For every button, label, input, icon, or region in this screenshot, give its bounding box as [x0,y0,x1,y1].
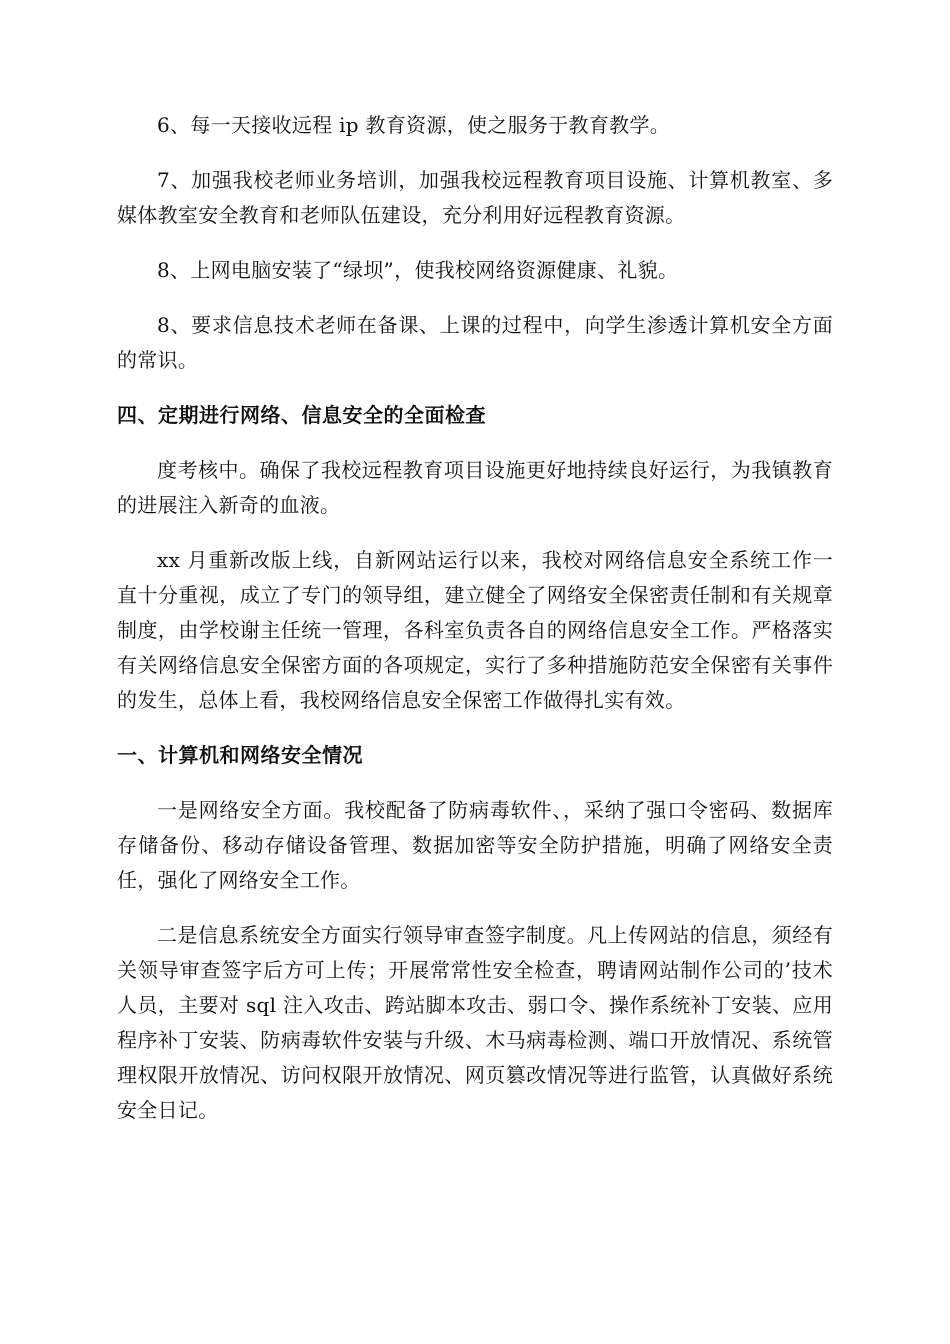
paragraph-assessment: 度考核中。确保了我校远程教育项目设施更好地持续良好运行，为我镇教育的进展注入新奇的血液。 [117,458,833,517]
paragraph-item-6: 6、每一天接收远程 ip 教育资源，使之服务于教育教学。 [157,113,671,137]
paragraph-item-7: 7、加强我校老师业务培训，加强我校远程教育项目设施、计算机教室、多媒体教室安全教育和老师队伍建设，充分利用好远程教育资源。 [117,168,833,227]
paragraph-information-system-security: 二是信息系统安全方面实行领导审查签字制度。凡上传网站的信息，须经有关领导审查签字后方可上传；开展常常性安全检查，聘请网站制作公司的’技术人员，主要对 sql 注入攻击、跨站脚本攻击、弱口令、操作系统补丁安装、应用程序补丁安装、防病毒软件安装与升级、木马病毒检测、端口开放情况、系统管理权限开放情况、访问权限开放情况、网页篡改情况等进行监管，认真做好系统安全日记。 [117,923,833,1122]
paragraph-network-security: 一是网络安全方面。我校配备了防病毒软件、，采纳了强口令密码、数据库存储备份、移动存储设备管理、数据加密等安全防护措施，明确了网络安全责任，强化了网络安全工作。 [117,798,833,892]
paragraph-item-8-teachers: 8、要求信息技术老师在备课、上课的过程中，向学生渗透计算机安全方面的常识。 [117,313,833,372]
section-heading-4: 四、定期进行网络、信息安全的全面检查 [117,403,486,427]
document-body [117,108,833,1128]
paragraph-website-security: xx 月重新改版上线，自新网站运行以来，我校对网络信息安全系统工作一直十分重视，成立了专门的领导组，建立健全了网络安全保密责任制和有关规章制度，由学校谢主任统一管理，各科室负责各自的网络信息安全工作。严格落实有关网络信息安全保密方面的各项规定，实行了多种措施防范安全保密有关事件的发生，总体上看，我校网络信息安全保密工作做得扎实有效。 [117,548,833,712]
section-heading-1: 一、计算机和网络安全情况 [117,743,363,767]
paragraph-item-8-green-dam: 8、上网电脑安装了“绿坝”，使我校网络资源健康、礼貌。 [157,258,679,282]
